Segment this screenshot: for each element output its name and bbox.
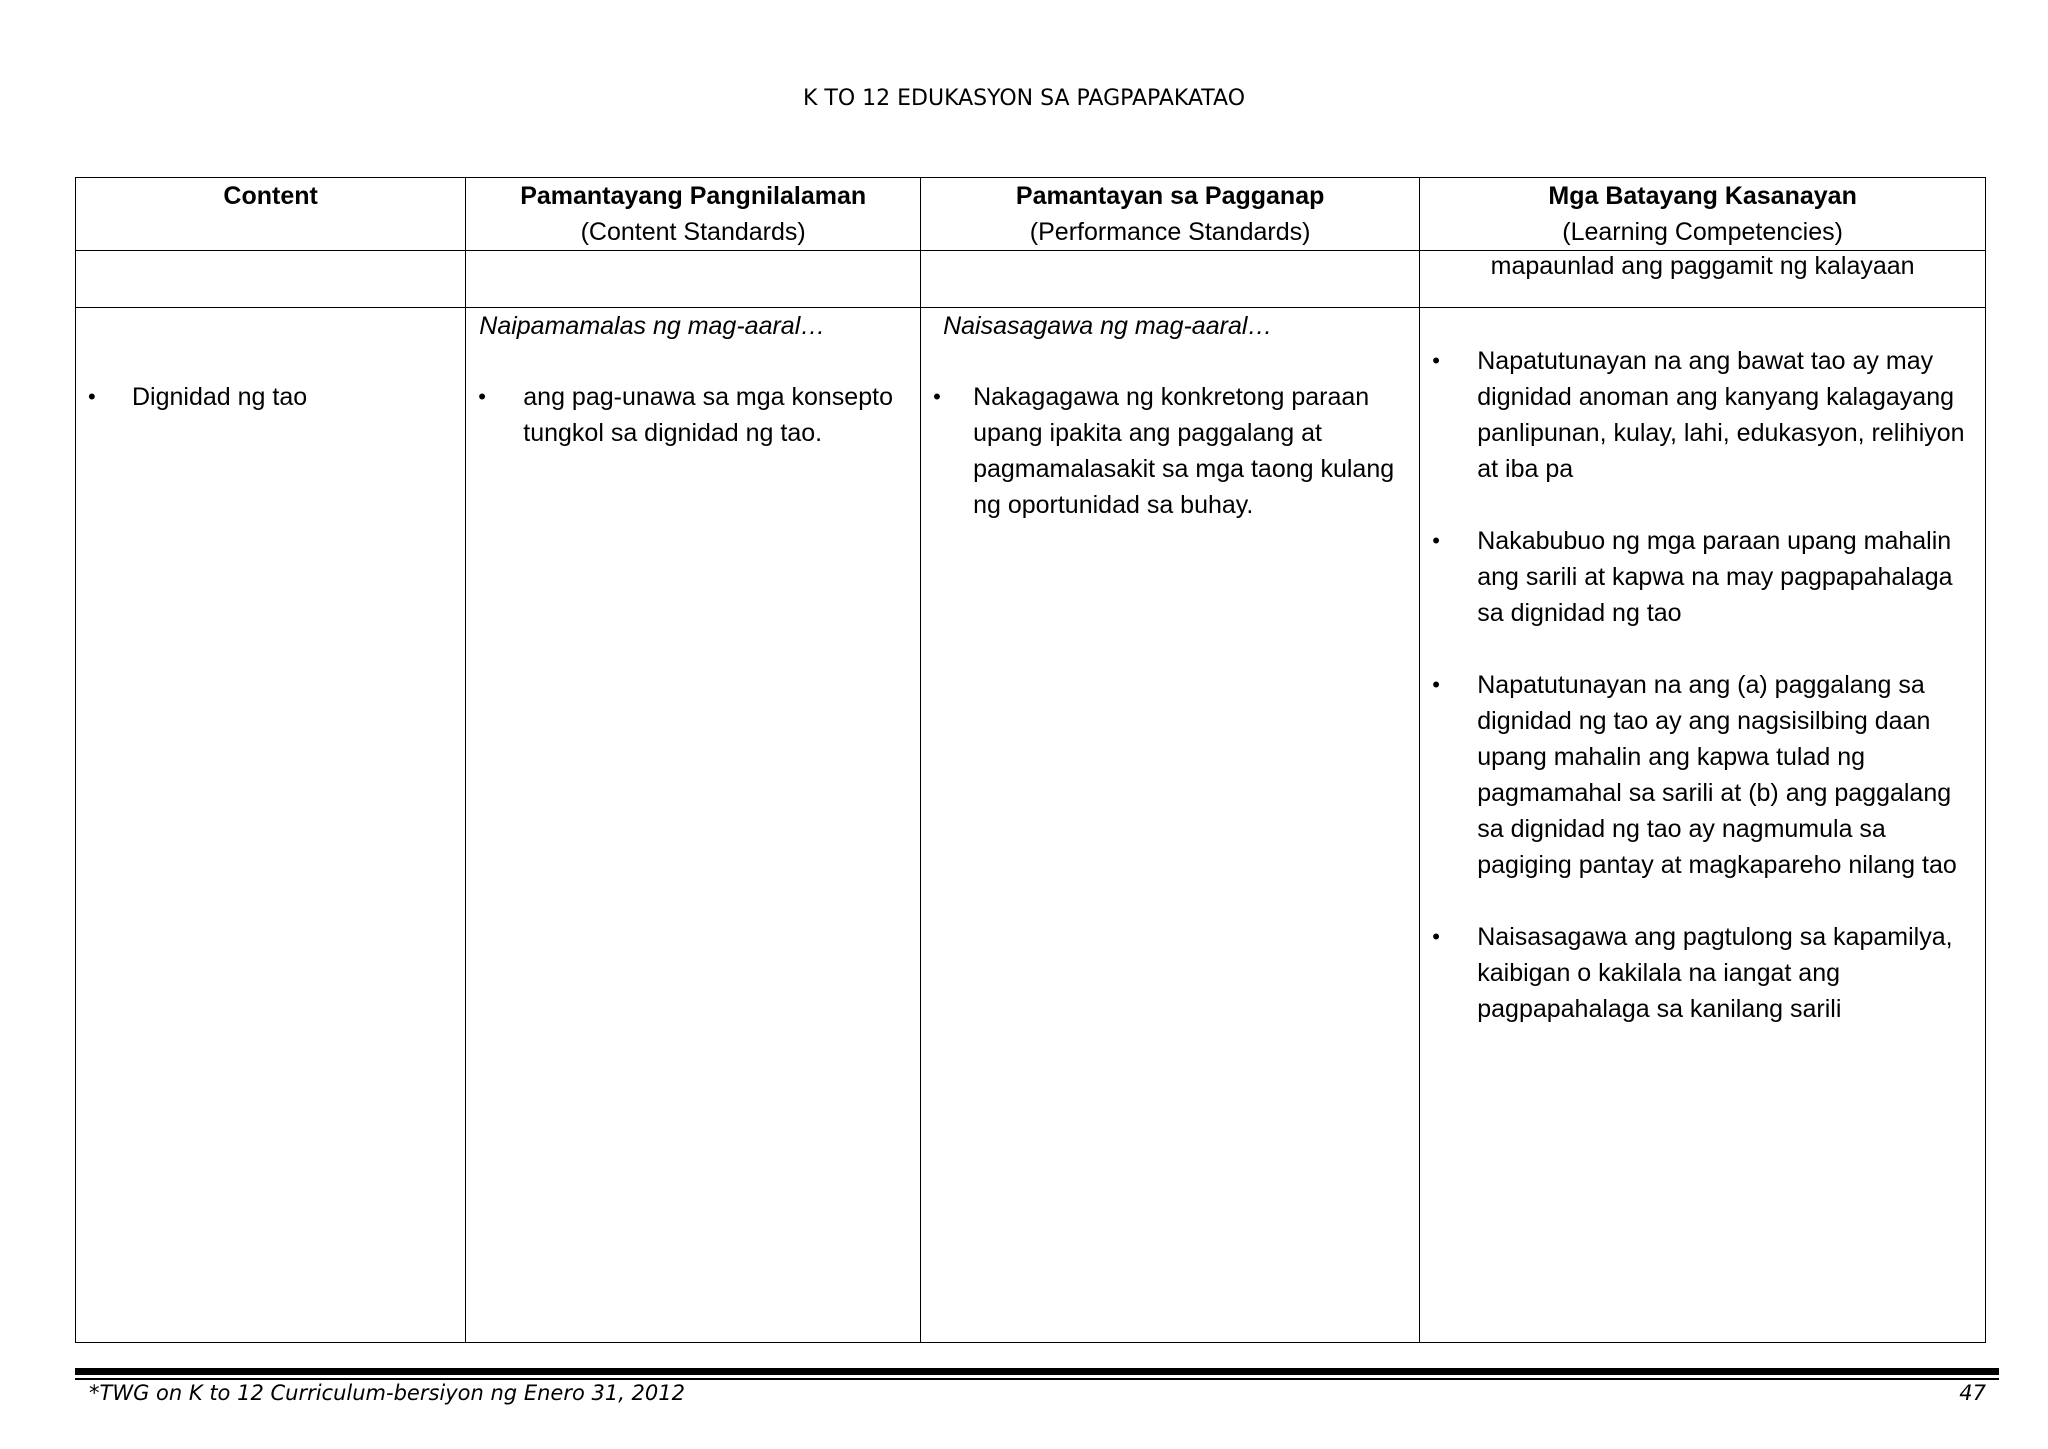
list-item — [1432, 919, 1977, 1027]
table-row — [76, 308, 1986, 1343]
bullet-icon: • — [1432, 348, 1440, 373]
page-number: 47 — [1959, 1381, 1986, 1405]
header-content-standards-title: Pamantayang Pangnilalaman — [520, 182, 867, 210]
header-performance-standards-title: Pamantayan sa Pagganap — [1015, 182, 1325, 210]
content-standards-cell — [466, 308, 921, 1343]
bullet-icon: • — [88, 384, 96, 409]
bullet-icon: • — [1432, 924, 1440, 949]
list-item — [933, 379, 1413, 523]
carryover-competency-text: mapaunlad ang paggamit ng kalayaan — [1490, 252, 1915, 280]
curriculum-table — [75, 177, 1986, 1343]
bullet-icon: • — [1432, 672, 1440, 697]
content-item-text: Dignidad ng tao — [132, 383, 308, 411]
performance-standards-intro: Naisasagawa ng mag-aaral… — [943, 312, 1273, 340]
carryover-competency-cell — [1420, 251, 1986, 308]
competency-text: Napatutunayan na ang bawat tao ay may dignidad anoman ang kanyang kalagayang panlipunan, kulay, lahi, edukasyon, relihiyon at iba pa — [1477, 347, 1965, 483]
footer-source-note: *TWG on K to 12 Curriculum-bersiyon ng Enero 31, 2012 — [89, 1381, 685, 1405]
header-performance-standards-subtitle: (Performance Standards) — [1029, 218, 1311, 246]
performance-standard-text: Nakagagawa ng konkretong paraan upang ipakita ang paggalang at pagmamalasakit sa mga taong kulang ng oportunidad sa buhay. — [973, 383, 1395, 519]
competency-text: Nakabubuo ng mga paraan upang mahalin ang sarili at kapwa na may pagpapahalaga sa dignidad ng tao — [1477, 527, 1953, 627]
bullet-icon: • — [1432, 528, 1440, 553]
content-standards-intro: Naipamamalas ng mag-aaral… — [479, 312, 826, 340]
header-learning-competencies-title: Mga Batayang Kasanayan — [1548, 182, 1857, 210]
competency-text: Napatutunayan na ang (a) paggalang sa dignidad ng tao ay ang nagsisilbing daan upang mahalin ang kapwa tulad ng pagmamahal sa sarili at (b) ang paggalang sa dignidad ng tao ay nagmumula sa pagiging pantay at magkapareho nilang tao — [1477, 671, 1957, 879]
carryover-content-cell — [76, 251, 466, 308]
list-item — [1432, 667, 1977, 883]
learning-competencies-cell — [1420, 308, 1986, 1343]
content-standards-list — [478, 379, 898, 451]
learning-competencies-list — [1432, 343, 1977, 1027]
carryover-content-standards-cell — [466, 251, 921, 308]
footer-divider-thick — [75, 1368, 1999, 1375]
content-cell — [76, 308, 466, 1343]
bullet-icon: • — [478, 384, 486, 409]
carryover-row — [76, 251, 1986, 308]
header-content — [76, 178, 466, 251]
performance-standards-list — [933, 379, 1413, 523]
list-item — [478, 379, 898, 451]
bullet-icon: • — [933, 384, 941, 409]
competency-text: Naisasagawa ang pagtulong sa kapamilya, kaibigan o kakilala na iangat ang pagpapahalaga sa kanilang sarili — [1477, 923, 1953, 1023]
header-learning-competencies-subtitle: (Learning Competencies) — [1562, 218, 1843, 246]
header-row — [76, 178, 1986, 251]
header-content-title: Content — [223, 182, 318, 210]
content-standard-text: ang pag-unawa sa mga konsepto tungkol sa dignidad ng tao. — [523, 383, 893, 447]
header-performance-standards — [921, 178, 1420, 251]
page-title: K TO 12 EDUKASYON SA PAGPAPAKATAO — [802, 86, 1246, 111]
performance-standards-cell — [921, 308, 1420, 1343]
list-item — [1432, 523, 1977, 631]
carryover-performance-standards-cell — [921, 251, 1420, 308]
header-learning-competencies — [1420, 178, 1986, 251]
footer-divider-thin — [75, 1378, 1999, 1380]
content-item — [88, 379, 307, 415]
header-content-standards-subtitle: (Content Standards) — [580, 218, 806, 246]
header-content-standards — [466, 178, 921, 251]
list-item — [1432, 343, 1977, 487]
